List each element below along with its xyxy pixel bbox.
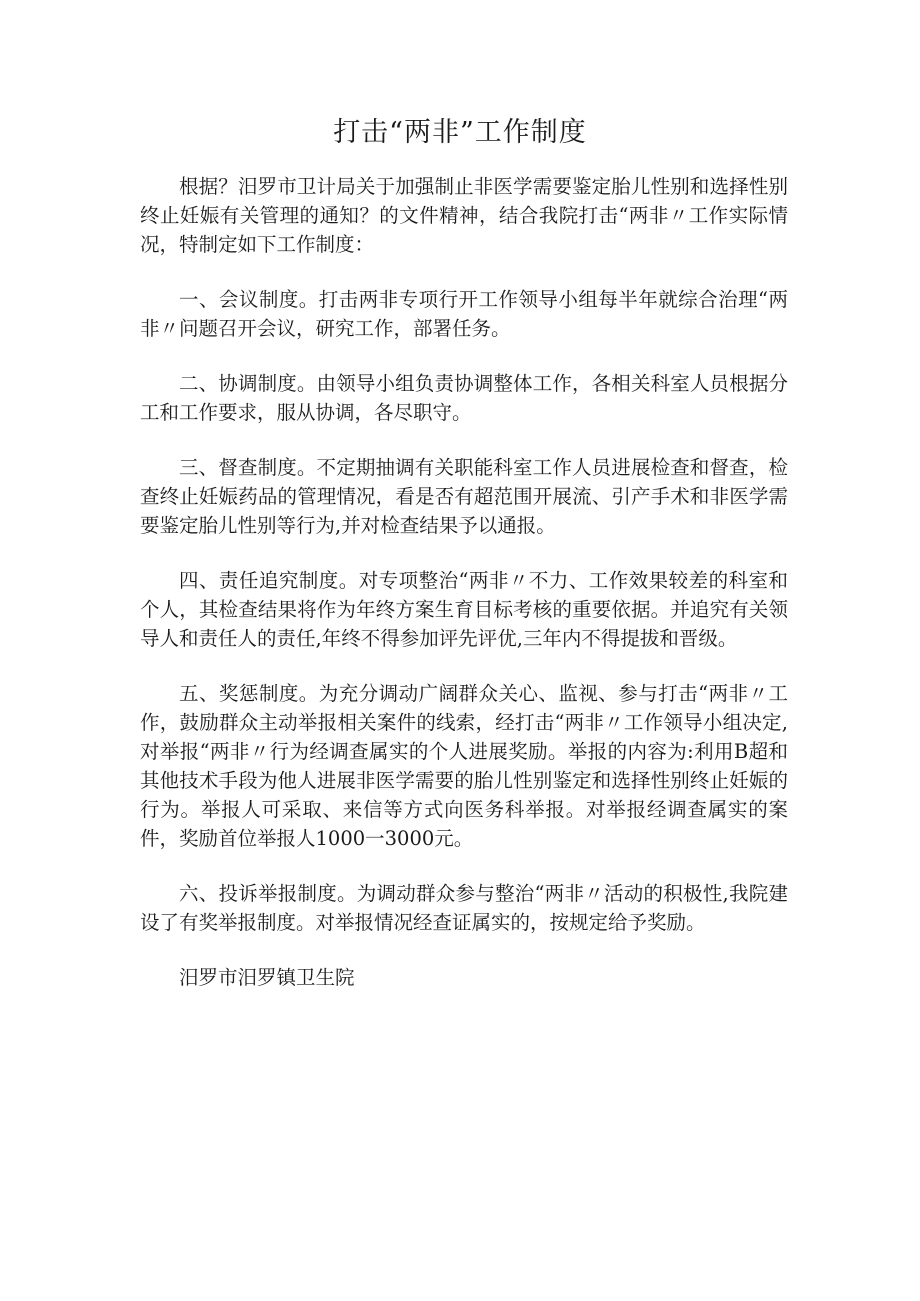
meeting-system-paragraph: 一、会议制度。打击两非专项行开工作领导小组每半年就综合治理“两非〃问题召开会议，研究工作，部署任务。 <box>140 288 788 340</box>
document-title: 打击“两非”工作制度 <box>333 117 587 148</box>
document-body <box>140 172 788 992</box>
accountability-system-paragraph: 四、责任追究制度。对专项整治“两非〃不力、工作效果较差的科室和个人，其检查结果将作为年终方案生育目标考核的重要依据。并追究有关领导人和责任人的责任,年终不得参加评先评优,三年内不得提拔和晋级。 <box>140 569 788 650</box>
reward-punishment-system-paragraph: 五、奖惩制度。为充分调动广阔群众关心、监视、参与打击“两非〃工作，鼓励群众主动举报相关案件的线索，经打击“两非〃工作领导小组决定,对举报“两非〃行为经调查属实的个人进展奖励。举报的内容为:利用B超和其他技术手段为他人进展非医学需要的胎儿性别鉴定和选择性别终止妊娠的行为。举报人可采取、来信等方式向医务科举报。对举报经调查属实的案件，奖励首位举报人1000一3000元。 <box>140 682 788 850</box>
coordination-system-paragraph: 二、协调制度。由领导小组负责协调整体工作，各相关科室人员根据分工和工作要求，服从协调，各尽职守。 <box>140 372 788 424</box>
supervision-system-paragraph: 三、督查制度。不定期抽调有关职能科室工作人员进展检查和督查，检查终止妊娠药品的管理情况，看是否有超范围开展流、引产手术和非医学需要鉴定胎儿性别等行为,并对检查结果予以通报。 <box>140 456 788 537</box>
intro-paragraph: 根据？汨罗市卫计局关于加强制止非医学需要鉴定胎儿性别和选择性别终止妊娠有关管理的通知？的文件精神，结合我院打击“两非〃工作实际情况，特制定如下工作制度： <box>140 175 788 256</box>
signature: 汨罗市汨罗镇卫生院 <box>179 966 355 989</box>
complaint-report-system-paragraph: 六、投诉举报制度。为调动群众参与整治“两非〃活动的积极性,我院建设了有奖举报制度。对举报情况经查证属实的，按规定给予奖励。 <box>140 882 788 934</box>
